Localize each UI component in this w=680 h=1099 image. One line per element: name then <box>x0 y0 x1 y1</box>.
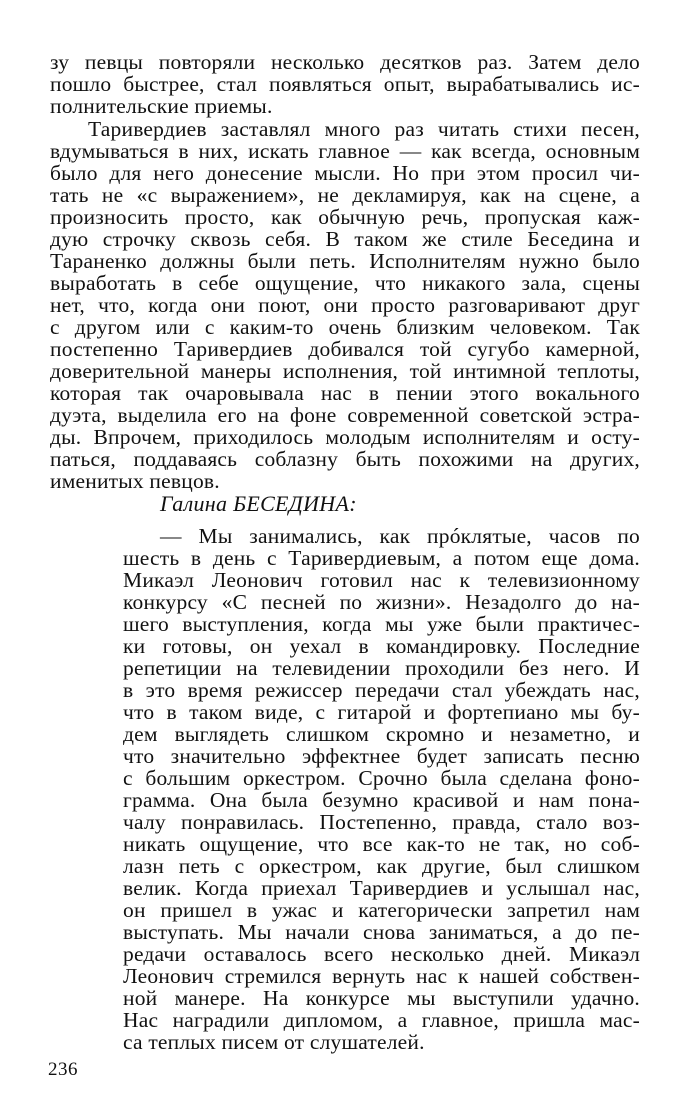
text-line: дую строчку сквозь себя. В таком же стиле Беседина и <box>50 227 640 251</box>
text-line: Таривердиев заставлял много раз читать стихи песен, <box>88 117 640 141</box>
text-line: Леонович стремился вернуть нас к нашей собствен- <box>123 964 640 988</box>
text-line: произносить просто, как обычную речь, пропуская каж- <box>50 205 640 229</box>
text-line: Микаэл Леонович готовил нас к телевизионному <box>123 568 640 592</box>
text-line: чалу понравилась. Постепенно, правда, стало воз- <box>123 810 640 834</box>
text-line: нет, что, когда они поют, они просто разговаривают друг <box>50 293 640 317</box>
text-line: ной манере. На конкурсе мы выступили удачно. <box>123 986 640 1010</box>
text-line: он пришел в ужас и категорически запретил нам <box>123 898 640 922</box>
text-line: Нас наградили дипломом, а главное, пришла мас- <box>123 1008 640 1032</box>
text-line: что в таком виде, с гитарой и фортепиано мы бу- <box>123 700 640 724</box>
text-line: выступать. Мы начали снова заниматься, а до пе- <box>123 920 640 944</box>
text-line: грамма. Она была безумно красивой и нам пона- <box>123 788 640 812</box>
text-line: что значительно эффектнее будет записать песню <box>123 744 640 768</box>
text-line: са теплых писем от слушателей. <box>123 1030 425 1054</box>
text-line: — Мы занимались, как прóклятые, часов по <box>160 524 640 548</box>
speaker-heading: Галина БЕСЕДИНА: <box>160 491 357 516</box>
text-line: дуэта, выделила его на фоне современной советской эстра- <box>50 403 640 427</box>
text-line: постепенно Таривердиев добивался той сугубо камерной, <box>50 337 640 361</box>
text-line: Тараненко должны были петь. Исполнителям нужно было <box>50 249 640 273</box>
text-line: тать не «с выражением», не декламируя, как на сцене, а <box>50 183 640 207</box>
text-line: зу певцы повторяли несколько десятков раз. Затем дело <box>50 50 640 74</box>
text-line: выработать в себе ощущение, что никакого зала, сцены <box>50 271 640 295</box>
text-line: репетиции на телевидении проходили без него. И <box>123 656 640 680</box>
text-line: конкурсу «С песней по жизни». Незадолго до на- <box>123 590 640 614</box>
text-line: полнительские приемы. <box>50 94 273 118</box>
text-line: которая так очаровывала нас в пении этого вокального <box>50 381 640 405</box>
text-line: ды. Впрочем, приходилось молодым исполнителям и осту- <box>50 425 640 449</box>
text-line: вдумываться в них, искать главное — как всегда, основным <box>50 139 640 163</box>
text-line: лазн петь с оркестром, как другие, был слишком <box>123 854 640 878</box>
page-number: 236 <box>48 1059 78 1080</box>
text-line: именитых певцов. <box>50 469 220 493</box>
text-line: пошло быстрее, стал появляться опыт, вырабатывались ис- <box>50 72 640 96</box>
text-line: в это время режиссер передачи стал убеждать нас, <box>123 678 640 702</box>
text-line: было для него донесение мысли. Но при этом просил чи- <box>50 161 640 185</box>
text-line: дем выглядеть слишком скромно и незаметно, и <box>123 722 640 746</box>
text-line: редачи оставалось всего несколько дней. Микаэл <box>123 942 640 966</box>
text-line: шего выступления, когда мы уже были практичес- <box>123 612 640 636</box>
text-line: паться, поддаваясь соблазну быть похожими на других, <box>50 447 640 471</box>
text-line: ки готовы, он уехал в командировку. Последние <box>123 634 640 658</box>
text-line: с другом или с каким-то очень близким человеком. Так <box>50 315 640 339</box>
text-line: шесть в день с Таривердиевым, а потом еще дома. <box>123 546 640 570</box>
text-line: с большим оркестром. Срочно была сделана фоно- <box>123 766 640 790</box>
text-line: никать ощущение, что все как-то не так, но соб- <box>123 832 640 856</box>
text-line: доверительной манеры исполнения, той интимной теплоты, <box>50 359 640 383</box>
text-line: велик. Когда приехал Таривердиев и услышал нас, <box>123 876 640 900</box>
